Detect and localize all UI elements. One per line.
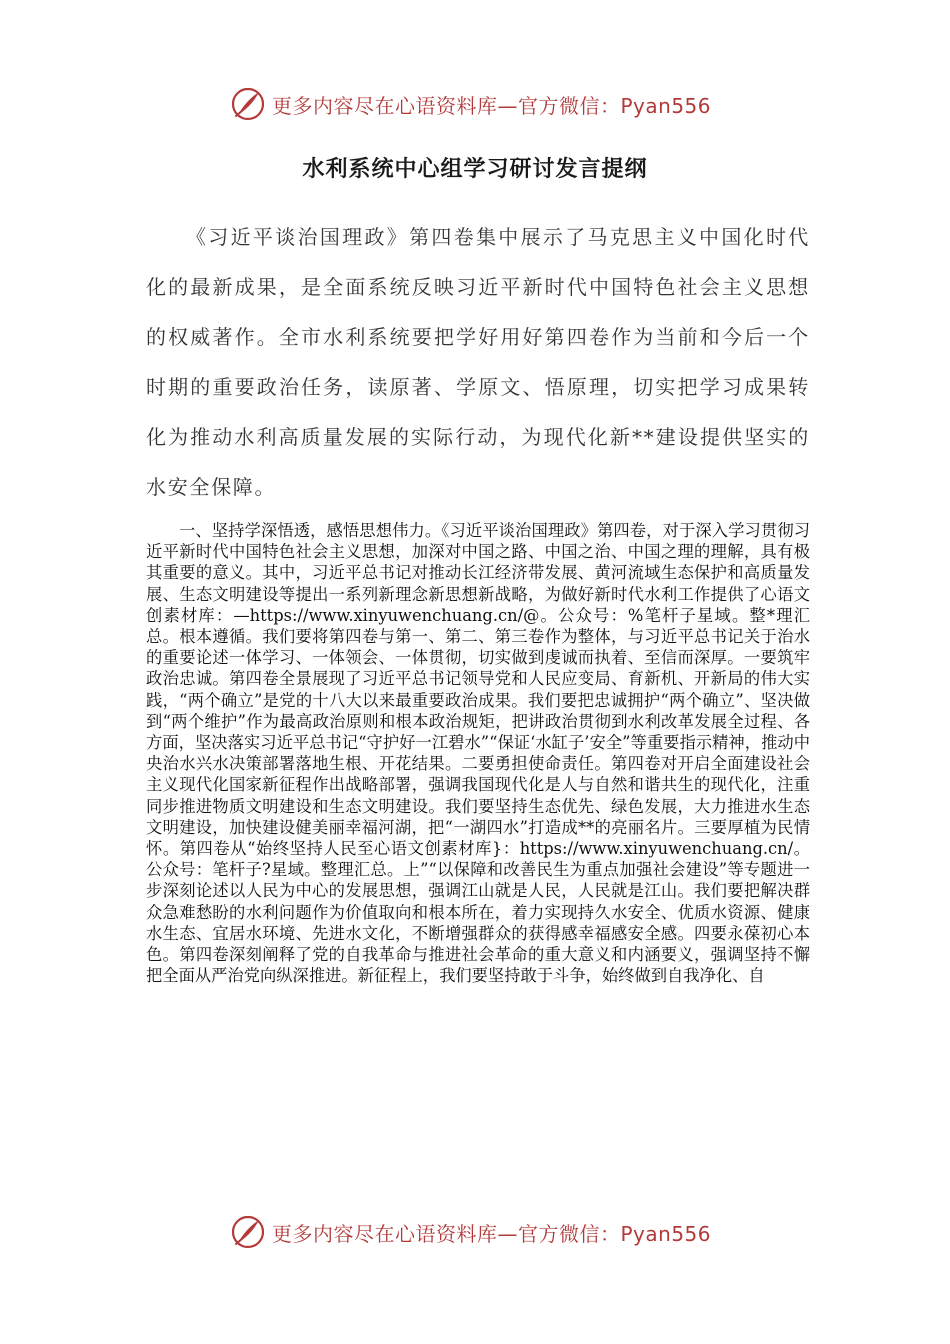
quill-pen-logo-icon — [230, 86, 266, 122]
document-title: 水利系统中心组学习研讨发言提纲 — [302, 157, 648, 182]
body-paragraph: 一、坚持学深悟透，感悟思想伟力。《习近平谈治国理政》第四卷，对于深入学习贯彻习近平新时代中国特色社会主义思想，加深对中国之路、中国之治、中国之理的理解，具有极其重要的意义。其中，习近平总书记对推动长江经济带发展、黄河流域生态保护和高质量发展、生态文明建设等提出一系列新理念新思想新战略，为做好新时代水利工作提供了心语文创素材库：—https://www.xinyuwenchuang.cn/@。公众号：%笔杆子星域。整*理汇总。根本遵循。我们要将第四卷与第一、第二、第三卷作为整体，与习近平总书记关于治水的重要论述一体学习、一体领会、一体贯彻，切实做到虔诚而执着、至信而深厚。一要筑牢政治忠诚。第四卷全景展现了习近平总书记领导党和人民应变局、育新机、开新局的伟大实践，“两个确立”是党的十八大以来最重要政治成果。我们要把忠诚拥护“两个确立”、坚决做到“两个维护”作为最高政治原则和根本政治规矩，把讲政治贯彻到水利改革发展全过程、各方面，坚决落实习近平总书记“守护好一江碧水”“保证‘水缸子’安全”等重要指示精神，推动中央治水兴水决策部署落地生根、开花结果。二要勇担使命责任。第四卷对开启全面建设社会主义现代化国家新征程作出战略部署，强调我国现代化是人与自然和谐共生的现代化，注重同步推进物质文明建设和生态文明建设。我们要坚持生态优先、绿色发展，大力推进水生态文明建设，加快建设健美丽幸福河湖，把“一湖四水”打造成**的亮丽名片。三要厚植为民情怀。第四卷从“始终坚持人民至心语文创素材库}：https://www.xinyuwenchuang.cn/。公众号：笔杆子?星域。整理汇总。上”“以保障和改善民生为重点加强社会建设”等专题进一步深刻论述以人民为中心的发展思想，强调江山就是人民，人民就是江山。我们要把解决群众急难愁盼的水利问题作为价值取向和根本所在，着力实现持久水安全、优质水资源、健康水生态、宜居水环境、先进水文化，不断增强群众的获得感幸福感安全感。四要永葆初心本色。第四卷深刻阐释了党的自我革命与推进社会革命的重大意义和内涵要义，强调坚持不懈把全面从严治党向纵深推进。新征程上，我们要坚持敢于斗争，始终做到自我净化、自 — [146, 521, 810, 986]
footer-banner — [230, 1212, 790, 1252]
header-banner — [230, 84, 790, 124]
quill-pen-logo-icon — [230, 1214, 266, 1250]
footer-banner-text: 更多内容尽在心语资料库—官方微信：Pyan556 — [272, 1221, 712, 1246]
header-banner-text: 更多内容尽在心语资料库—官方微信：Pyan556 — [272, 93, 712, 118]
intro-paragraph: 《习近平谈治国理政》第四卷集中展示了马克思主义中国化时代化的最新成果，是全面系统反映习近平新时代中国特色社会主义思想的权威著作。全市水利系统要把学好用好第四卷作为当前和今后一个时期的重要政治任务，读原著、学原文、悟原理，切实把学习成果转化为推动水利高质量发展的实际行动，为现代化新**建设提供坚实的水安全保障。 — [146, 225, 810, 499]
